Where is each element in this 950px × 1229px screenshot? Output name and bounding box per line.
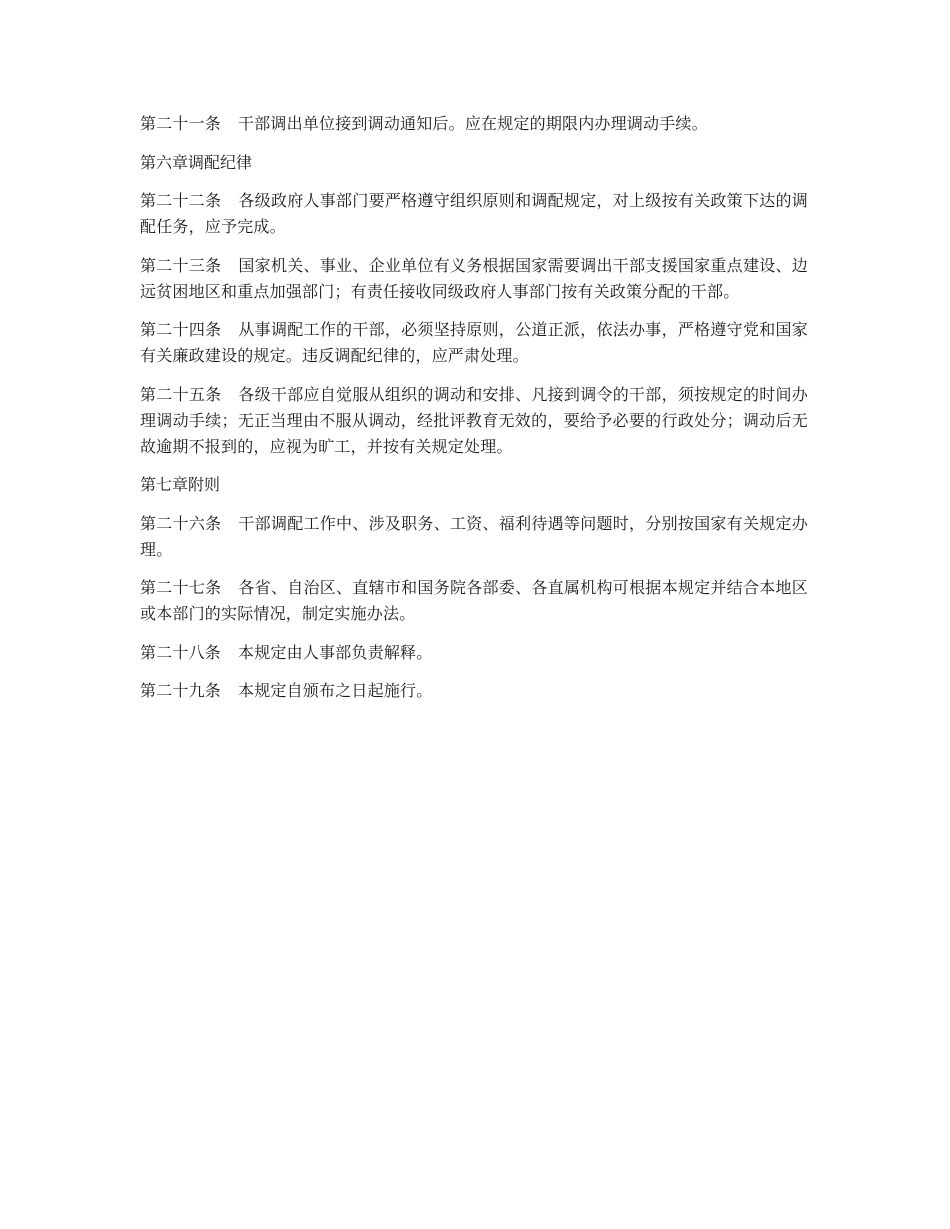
article-number: 第二十四条	[140, 320, 222, 339]
article-text: 干部调配工作中、涉及职务、工资、福利待遇等问题时，分别按国家有关规定办理。	[140, 513, 808, 559]
article-number: 第二十六条	[140, 513, 222, 533]
article-number: 第二十五条	[140, 384, 222, 404]
article-text: 从事调配工作的干部，必须坚持原则，公道正派，依法办事，严格遵守党和国家有关廉政建设的规定。违反调配纪律的，应严肃处理。	[140, 320, 808, 365]
article-28	[140, 640, 808, 666]
article-21	[140, 111, 808, 137]
chapter-6-heading: 第六章调配纪律	[140, 152, 253, 172]
article-26	[140, 511, 808, 563]
article-text: 干部调出单位接到调动通知后。应在规定的期限内办理调动手续。	[238, 114, 708, 133]
article-number: 第二十九条	[140, 681, 222, 700]
article-number: 第二十二条	[140, 191, 222, 210]
article-text: 本规定自颁布之日起施行。	[238, 681, 433, 700]
document-page	[140, 111, 808, 717]
article-number: 第二十三条	[140, 255, 222, 275]
article-22	[140, 188, 808, 240]
article-text: 国家机关、事业、企业单位有义务根据国家需要调出干部支援国家重点建设、边远贫困地区和重点加强部门；有责任接收同级政府人事部门按有关政策分配的干部。	[140, 255, 808, 301]
article-29	[140, 678, 808, 704]
article-number: 第二十八条	[140, 642, 222, 662]
chapter-7-heading: 第七章附则	[140, 475, 221, 494]
article-27	[140, 575, 808, 627]
article-text: 各省、自治区、直辖市和国务院各部委、各直属机构可根据本规定并结合本地区或本部门的实际情况，制定实施办法。	[140, 578, 808, 623]
article-text: 各级干部应自觉服从组织的调动和安排、凡接到调令的干部，须按规定的时间办理调动手续；无正当理由不服从调动，经批评教育无效的，要给予必要的行政处分；调动后无故逾期不报到的，应视为旷工，并按有关规定处理。	[140, 384, 808, 456]
article-text: 各级政府人事部门要严格遵守组织原则和调配规定，对上级按有关政策下达的调配任务，应予完成。	[140, 191, 808, 236]
article-text: 本规定由人事部负责解释。	[238, 642, 433, 662]
article-25	[140, 382, 808, 460]
article-number: 第二十一条	[140, 114, 222, 133]
article-23	[140, 253, 808, 305]
article-number: 第二十七条	[140, 578, 222, 597]
article-24	[140, 317, 808, 369]
